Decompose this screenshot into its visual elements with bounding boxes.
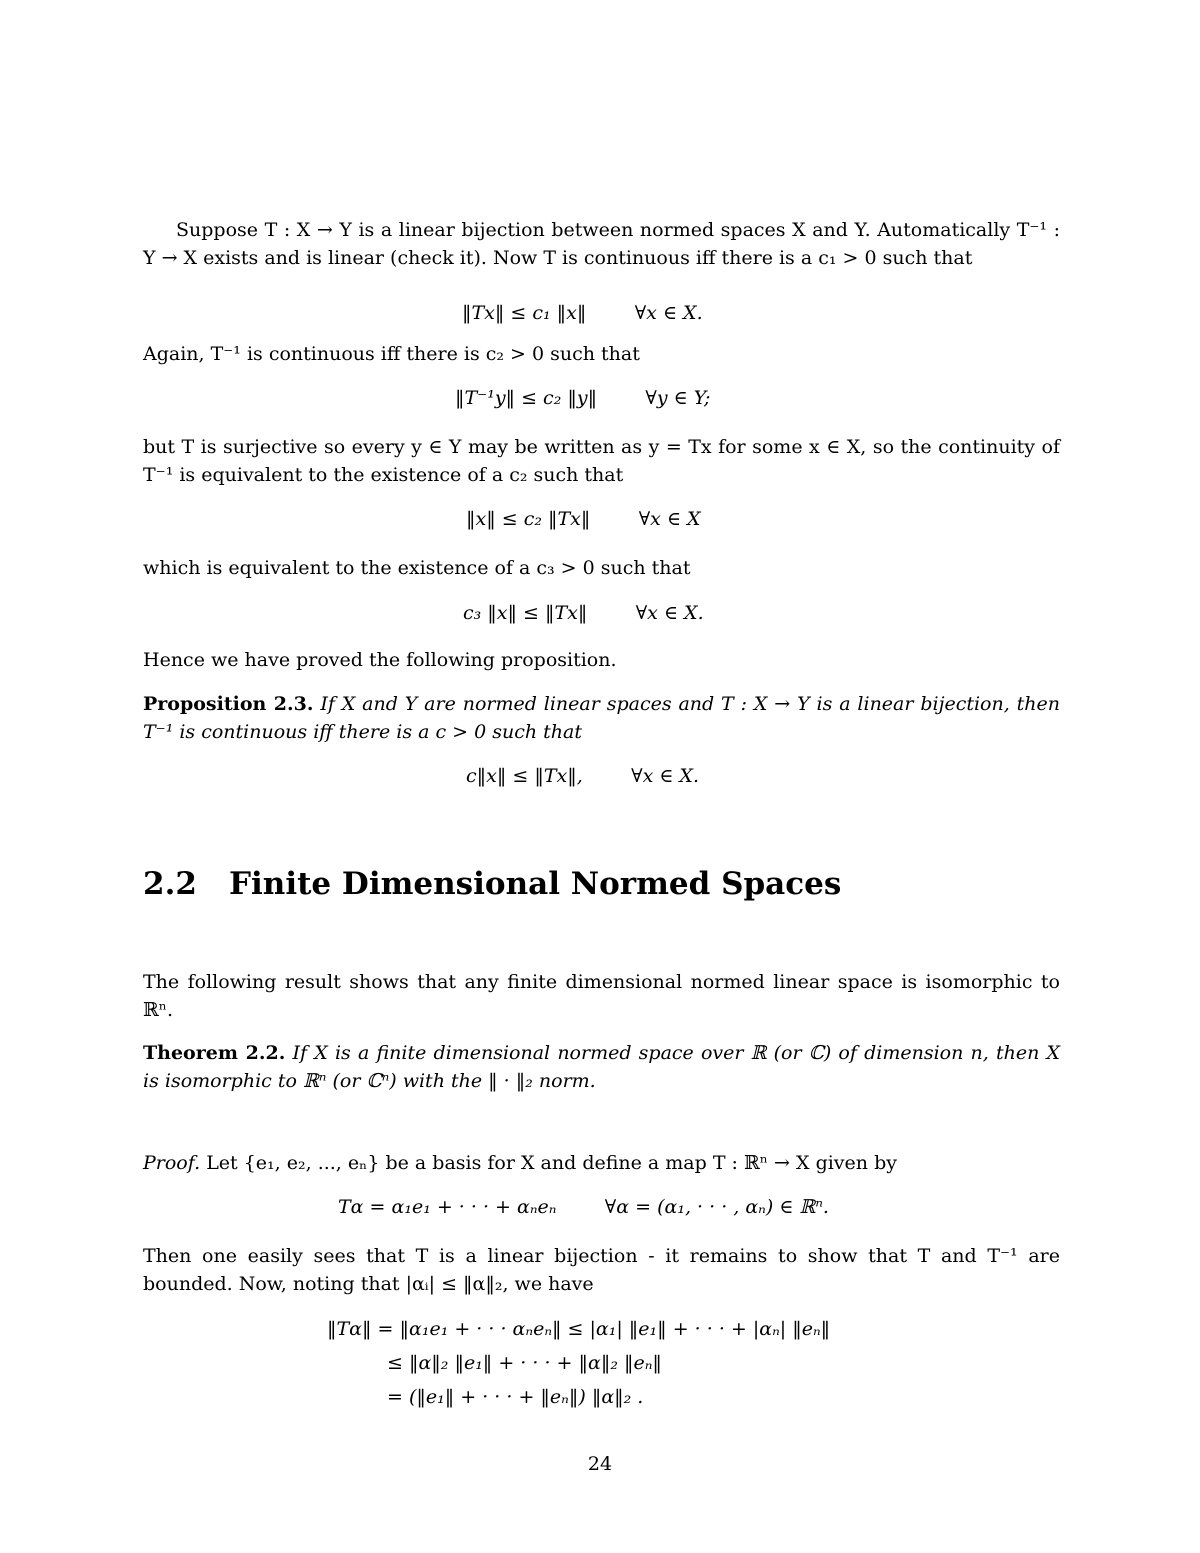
- equation-4: c₃ ‖x‖ ≤ ‖Tx‖ ∀x ∈ X.: [463, 602, 704, 624]
- paragraph-following-result: The following result shows that any finite dimensional normed linear space is isomorphic to ℝⁿ.: [143, 971, 1060, 1021]
- proof-text: Let {e₁, e₂, ..., eₙ} be a basis for X and define a map T : ℝⁿ → X given by: [206, 1152, 897, 1174]
- paragraph-hence: Hence we have proved the following proposition.: [143, 649, 617, 671]
- equation-7-line-3: = (‖e₁‖ + · · · + ‖eₙ‖) ‖α‖₂ .: [387, 1386, 644, 1408]
- theorem-label: Theorem 2.2.: [143, 1042, 286, 1064]
- paragraph-surjective: but T is surjective so every y ∈ Y may be written as y = Tx for some x ∈ X, so the continuity of T⁻¹ is equivalent to the existence of a c₂ such that: [143, 436, 1060, 486]
- section-title: Finite Dimensional Normed Spaces: [229, 866, 842, 902]
- paragraph-again: Again, T⁻¹ is continuous iff there is c₂ > 0 such that: [143, 343, 640, 365]
- equation-2: ‖T⁻¹y‖ ≤ c₂ ‖y‖ ∀y ∈ Y;: [455, 387, 711, 409]
- equation-3: ‖x‖ ≤ c₂ ‖Tx‖ ∀x ∈ X: [466, 508, 701, 530]
- equation-5: c‖x‖ ≤ ‖Tx‖, ∀x ∈ X.: [466, 765, 699, 787]
- equation-7-line-1: ‖Tα‖ = ‖α₁e₁ + · · · αₙeₙ‖ ≤ |α₁| ‖e₁‖ + · · · + |αₙ| ‖eₙ‖: [327, 1318, 831, 1340]
- proposition-label: Proposition 2.3.: [143, 693, 314, 715]
- section-number: 2.2: [143, 866, 197, 902]
- equation-6: Tα = α₁e₁ + · · · + αₙeₙ ∀α = (α₁, · · · , αₙ) ∈ ℝⁿ.: [338, 1196, 829, 1218]
- paragraph-then: Then one easily sees that T is a linear bijection - it remains to show that T and T⁻¹ are bounded. Now, noting that |αᵢ| ≤ ‖α‖₂, we have: [143, 1245, 1060, 1295]
- theorem-2-2: [143, 1039, 1060, 1095]
- equation-7-line-2: ≤ ‖α‖₂ ‖e₁‖ + · · · + ‖α‖₂ ‖eₙ‖: [387, 1352, 662, 1374]
- paragraph-intro: Suppose T : X → Y is a linear bijection between normed spaces X and Y. Automatically T⁻¹ : Y → X exists and is linear (check it). Now T is continuous iff there is a c₁ > 0 such that: [143, 219, 1060, 269]
- paragraph-equivalent: which is equivalent to the existence of a c₃ > 0 such that: [143, 557, 691, 579]
- section-heading: [143, 866, 841, 902]
- proof-paragraph: [143, 1149, 1060, 1177]
- equation-1: ‖Tx‖ ≤ c₁ ‖x‖ ∀x ∈ X.: [462, 302, 703, 324]
- proposition-2-3: [143, 690, 1060, 746]
- theorem-text: If X is a finite dimensional normed space over ℝ (or ℂ) of dimension n, then X is isomorphic to ℝⁿ (or ℂⁿ) with the ‖ · ‖₂ norm.: [143, 1042, 1061, 1092]
- page-number: 24: [587, 1453, 613, 1475]
- proof-label: Proof.: [143, 1152, 201, 1174]
- proposition-text: If X and Y are normed linear spaces and T : X → Y is a linear bijection, then T⁻¹ is continuous iff there is a c > 0 such that: [143, 693, 1061, 743]
